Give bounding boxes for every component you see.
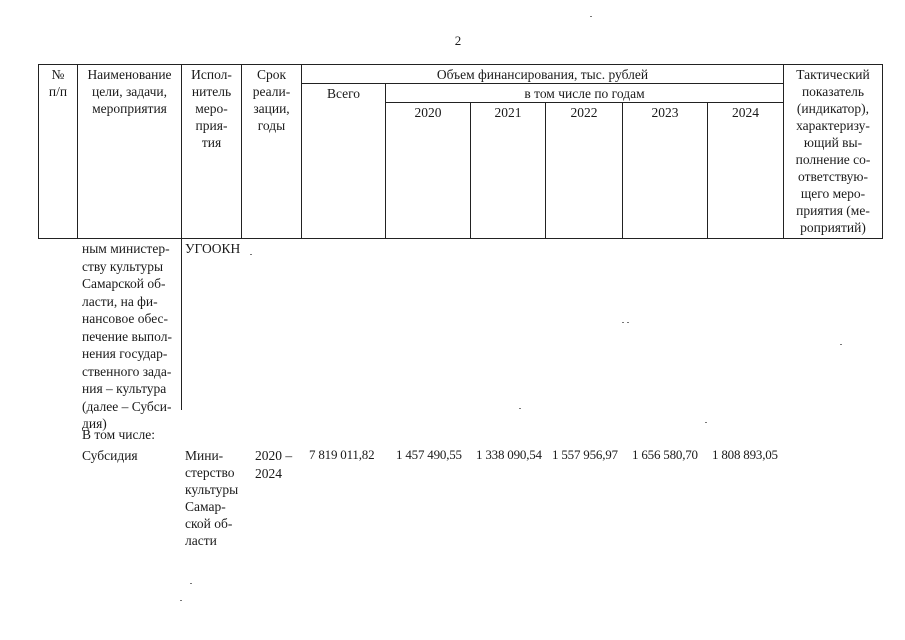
- scan-speck: [519, 408, 521, 409]
- scan-speck: [627, 322, 629, 323]
- column-divider: [181, 238, 182, 410]
- financing-table-header: [38, 64, 883, 239]
- header-year-2022: 2022: [546, 103, 623, 239]
- scan-speck: [190, 583, 192, 584]
- subsidy-2020: 1 457 490,55: [396, 447, 462, 462]
- subsidy-term: 2020 – 2024: [255, 448, 293, 481]
- header-term: Срок реали- зации, годы: [242, 65, 302, 239]
- continued-row-executor: УГООКН: [185, 241, 241, 256]
- header-name: Наименование цели, задачи, мероприятия: [78, 65, 182, 239]
- header-year-2023: 2023: [623, 103, 708, 239]
- subsidy-2024: 1 808 893,05: [712, 447, 778, 462]
- header-number: № п/п: [39, 65, 78, 239]
- header-total: Всего: [302, 84, 386, 239]
- header-indicator: Тактический показатель (индикатор), характеризу- ющий вы- полнение со- ответствую- щего меро- приятия (ме- роприятий): [784, 65, 883, 239]
- scan-speck: [590, 16, 592, 17]
- header-funding-title: Объем финансирования, тыс. рублей: [302, 65, 784, 84]
- header-by-years: в том числе по годам: [386, 84, 784, 103]
- header-year-2020: 2020: [386, 103, 471, 239]
- scan-speck: [180, 600, 182, 601]
- scan-speck: [705, 422, 707, 423]
- including-label: В том числе:: [82, 427, 155, 442]
- subsidy-2023: 1 656 580,70: [632, 447, 698, 462]
- subsidy-total: 7 819 011,82: [309, 447, 375, 462]
- subsidy-2022: 1 557 956,97: [552, 447, 618, 462]
- header-executor: Испол- нитель меро- прия- тия: [182, 65, 242, 239]
- scan-speck: [840, 344, 842, 345]
- subsidy-2021: 1 338 090,54: [476, 447, 542, 462]
- continued-row-name: ным министер- ству культуры Самарской об- ласти, на фи- нансовое обес- печение выпол- нения государ- ственного зада- ния – культура (далее – Субси- дия): [82, 241, 172, 431]
- scan-speck: [250, 254, 252, 255]
- subsidy-name: Субсидия: [82, 448, 138, 463]
- header-year-2024: 2024: [708, 103, 784, 239]
- page-number: 2: [454, 33, 462, 48]
- header-year-2021: 2021: [471, 103, 546, 239]
- subsidy-executor: Мини- стерство культуры Самар- ской об- ласти: [185, 448, 239, 548]
- scan-speck: [622, 322, 624, 323]
